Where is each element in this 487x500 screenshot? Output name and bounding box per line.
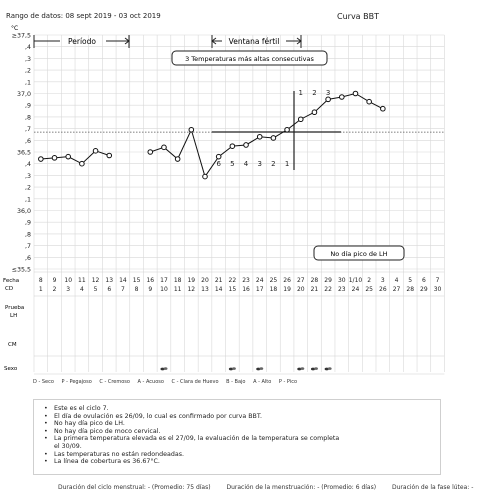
y-tick-label: ,8 — [24, 231, 31, 239]
fecha-tick: 21 — [214, 277, 223, 284]
sex-icon-part — [328, 367, 332, 370]
fecha-tick: 5 — [408, 277, 413, 284]
y-tick-label: 36,5 — [16, 149, 31, 157]
cd-tick: 6 — [107, 286, 112, 293]
data-point — [244, 143, 249, 148]
data-point — [285, 127, 290, 132]
cd-tick: 22 — [324, 286, 332, 293]
sex-icon-part — [314, 367, 318, 370]
y-tick-label: ,7 — [24, 126, 31, 134]
note-item: • El día de ovulación es 26/09, lo cual es confirmado por curva BBT. — [42, 413, 434, 421]
count-label: 3 — [325, 89, 331, 97]
legend-item: A - Acuoso — [137, 379, 164, 385]
fecha-tick: 27 — [296, 277, 305, 284]
data-point — [66, 154, 71, 159]
cd-tick: 13 — [201, 286, 209, 293]
sex-icon-part — [300, 367, 304, 370]
data-point — [312, 110, 317, 115]
y-tick-label: ,8 — [24, 114, 31, 122]
cycle-length: Duración del ciclo menstrual: - (Promedio: 75 días) — [58, 484, 211, 491]
fecha-tick: 29 — [324, 277, 332, 284]
fecha-tick: 23 — [242, 277, 250, 284]
prueba-label: Prueba — [5, 305, 25, 311]
legend-item: A - Alto — [253, 379, 272, 385]
legend-item: C - Clara de Huevo — [171, 379, 219, 385]
highest-temps-label: 3 Temperaturas más altas consecutivas — [185, 55, 314, 63]
y-tick-label: ≤35,5 — [11, 266, 31, 274]
y-tick-label: ,4 — [24, 161, 31, 169]
cd-tick: 18 — [269, 286, 278, 293]
cd-tick: 21 — [310, 286, 319, 293]
y-tick-label: ,2 — [24, 184, 31, 192]
data-point — [148, 150, 153, 155]
fecha-tick: 8 — [38, 277, 43, 284]
data-point — [298, 117, 303, 122]
cd-tick: 27 — [392, 286, 401, 293]
cd-tick: 8 — [134, 286, 139, 293]
date-rows — [39, 277, 442, 370]
lh-label: LH — [10, 313, 18, 319]
cd-label: CD — [5, 286, 14, 292]
data-point — [367, 99, 372, 104]
period-label: Período — [68, 37, 96, 46]
fecha-tick: 3 — [380, 277, 385, 284]
date-range-label: Rango de datos: 08 sept 2019 - 03 oct 2019 — [6, 12, 161, 20]
fecha-tick: 20 — [201, 277, 209, 284]
sex-icon-part — [232, 367, 236, 370]
legend-item: C - Cremoso — [99, 379, 130, 385]
y-tick-label: ,3 — [24, 55, 31, 63]
y-tick-label: ,1 — [24, 196, 31, 204]
fecha-tick: 28 — [310, 277, 319, 284]
period-banner — [34, 35, 129, 48]
sex-icon-part — [164, 367, 168, 370]
sex-icon — [160, 367, 167, 370]
data-point — [93, 149, 98, 154]
cd-tick: 1 — [38, 286, 43, 293]
note-item: • La línea de cobertura es 36.67°C. — [42, 458, 434, 466]
data-point — [326, 97, 331, 102]
data-point — [107, 153, 112, 158]
data-point — [216, 154, 221, 159]
cd-tick: 20 — [296, 286, 305, 293]
cd-tick: 11 — [173, 286, 182, 293]
data-point — [52, 156, 57, 161]
cd-tick: 17 — [255, 286, 264, 293]
cd-tick: 29 — [420, 286, 428, 293]
y-tick-label: ,1 — [24, 79, 31, 87]
fecha-tick: 7 — [435, 277, 440, 284]
cd-tick: 23 — [337, 286, 346, 293]
legend-item: P - Pegajoso — [61, 379, 92, 385]
fecha-tick: 6 — [421, 277, 426, 284]
y-tick-label: 36,0 — [16, 208, 31, 215]
data-point — [353, 91, 358, 96]
cd-tick: 25 — [365, 286, 373, 293]
legend-row — [33, 379, 303, 385]
fertile-label: Ventana fértil — [228, 37, 280, 46]
fecha-tick: 24 — [255, 277, 264, 284]
count-label: 1 — [284, 160, 290, 168]
cd-tick: 30 — [433, 286, 442, 293]
y-tick-label: ,6 — [24, 254, 31, 262]
cd-tick: 10 — [160, 286, 168, 293]
fecha-tick: 19 — [187, 277, 196, 284]
chart-title: Curva BBT — [337, 12, 379, 21]
cd-tick: 15 — [228, 286, 237, 293]
sex-icon — [325, 367, 332, 370]
data-point — [203, 174, 208, 179]
cd-tick: 4 — [79, 286, 84, 293]
cd-tick: 28 — [406, 286, 415, 293]
y-axis-ticks — [12, 33, 31, 274]
data-point — [340, 95, 345, 100]
legend-item: D - Seco — [33, 379, 54, 385]
fecha-tick: 30 — [337, 277, 346, 284]
sex-icon — [311, 367, 318, 370]
data-point — [39, 157, 44, 162]
legend-item: P - Pico — [278, 379, 298, 385]
data-point — [257, 134, 262, 139]
count-label: 1 — [298, 89, 303, 97]
cd-tick: 24 — [351, 286, 360, 293]
data-point — [381, 106, 386, 111]
note-item: • No hay día pico de LH. — [42, 420, 434, 428]
fecha-tick: 12 — [91, 277, 100, 284]
note-item: • Las temperaturas no están redondeadas. — [42, 451, 434, 459]
legend-item: B - Bajo — [226, 379, 246, 385]
fecha-tick: 11 — [78, 277, 86, 284]
footer — [58, 484, 487, 491]
data-point — [189, 127, 194, 132]
cd-tick: 3 — [66, 286, 71, 293]
count-label: 2 — [312, 89, 317, 97]
y-axis-unit: °C — [11, 25, 19, 32]
fecha-tick: 22 — [228, 277, 237, 284]
fecha-tick: 16 — [146, 277, 155, 284]
y-tick-label: ,2 — [24, 67, 31, 75]
y-tick-label: ,4 — [24, 44, 31, 52]
period-length: Duración de la menstruación: - (Promedio: 6 días) — [226, 484, 377, 491]
cd-tick: 12 — [187, 286, 196, 293]
fecha-tick: 17 — [160, 277, 168, 284]
cm-label: CM — [8, 342, 17, 348]
fecha-tick: 4 — [394, 277, 399, 284]
cd-tick: 9 — [148, 286, 153, 293]
y-tick-label: ≥37,5 — [11, 32, 31, 40]
fecha-label: Fecha — [3, 278, 20, 284]
fecha-tick: 9 — [52, 277, 57, 284]
note-item: • Este es el ciclo 7. — [42, 405, 434, 413]
fecha-tick: 18 — [173, 277, 182, 284]
y-tick-label: ,6 — [24, 137, 31, 145]
cd-tick: 16 — [242, 286, 250, 293]
chart-grid — [34, 35, 444, 374]
sexo-label: Sexo — [4, 366, 18, 372]
data-point — [80, 161, 85, 166]
cd-tick: 7 — [121, 286, 125, 293]
count-label: 2 — [271, 160, 276, 168]
sex-icon-part — [259, 367, 263, 370]
notes-box — [33, 399, 441, 475]
y-tick-label: ,9 — [24, 219, 31, 227]
luteal-length: Duración de la fase lútea: - — [392, 484, 474, 491]
count-label: 5 — [230, 160, 235, 168]
y-tick-label: ,9 — [24, 102, 31, 110]
cd-tick: 19 — [283, 286, 291, 293]
fecha-tick: 25 — [269, 277, 278, 284]
data-point — [175, 157, 180, 162]
fecha-tick: 15 — [132, 277, 141, 284]
fecha-tick: 14 — [119, 277, 127, 284]
count-label: 4 — [243, 160, 249, 168]
fecha-tick: 2 — [367, 277, 372, 284]
cd-tick: 2 — [52, 286, 57, 293]
sex-icon — [256, 367, 263, 370]
cd-tick: 26 — [379, 286, 387, 293]
cd-tick: 5 — [93, 286, 98, 293]
fecha-tick: 1/10 — [348, 277, 363, 284]
sex-icon — [229, 367, 236, 370]
note-item: • No hay día pico de moco cervical. — [42, 428, 434, 436]
count-label: 6 — [216, 160, 221, 168]
data-point — [230, 144, 235, 149]
y-tick-label: ,7 — [24, 243, 31, 251]
fecha-tick: 26 — [283, 277, 291, 284]
data-point — [162, 145, 167, 150]
cd-tick: 14 — [214, 286, 223, 293]
sex-icon — [297, 367, 304, 370]
count-label: 3 — [257, 160, 262, 168]
y-tick-label: ,3 — [24, 172, 31, 180]
fecha-tick: 10 — [64, 277, 73, 284]
no-lh-label: No día pico de LH — [330, 250, 388, 258]
note-item: • La primera temperatura elevada es el 27/09, la evaluación de la temperatura se completa el 30/09. — [42, 435, 434, 450]
data-point — [271, 136, 276, 141]
y-tick-label: 37,0 — [16, 91, 31, 98]
fecha-tick: 13 — [105, 277, 114, 284]
